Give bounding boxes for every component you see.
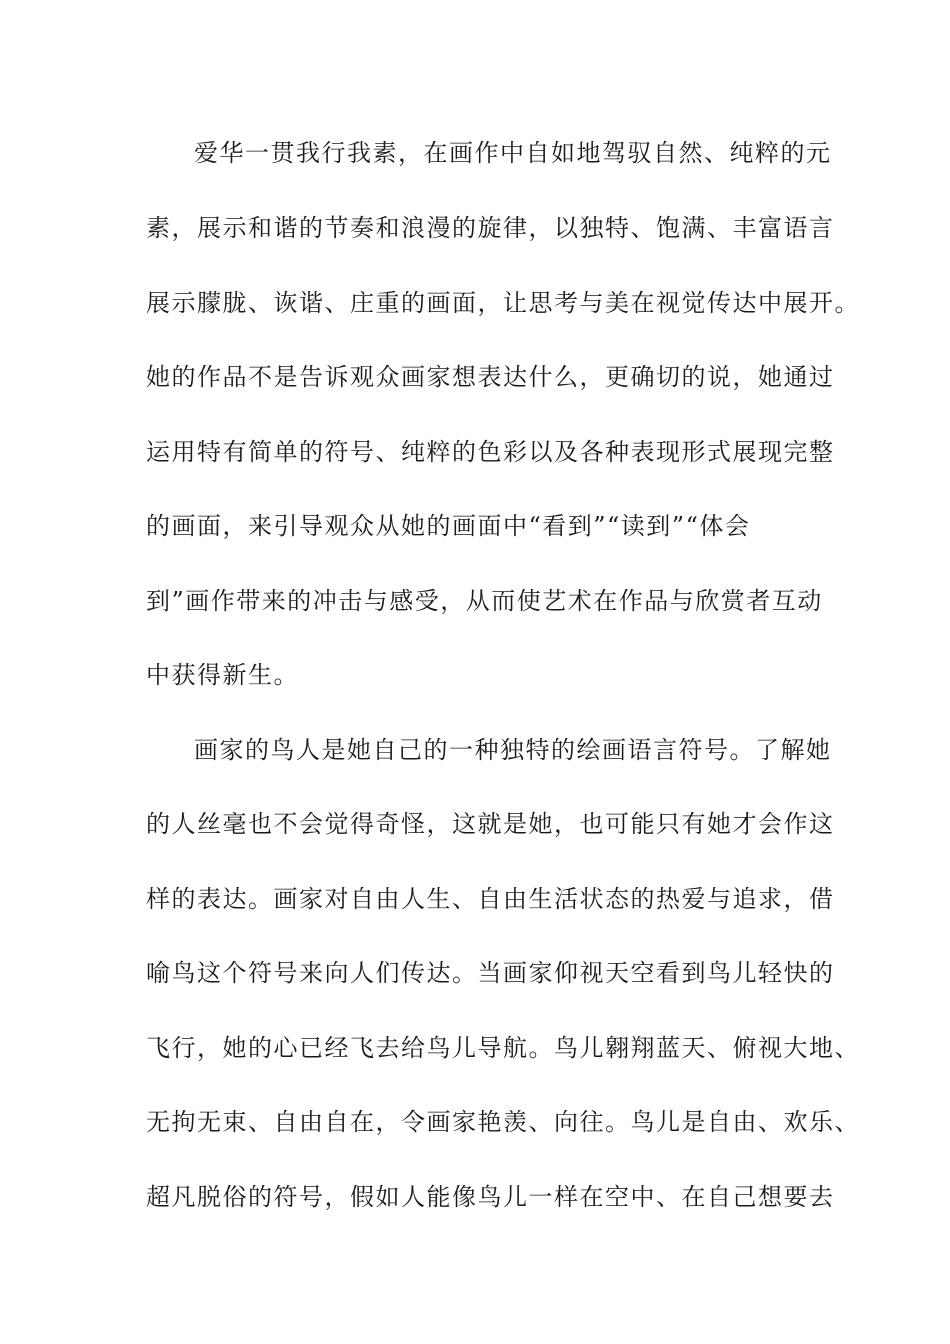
paragraph-line: 样的表达。画家对自由人生、自由生活状态的热爱与追求，借 [146,885,835,913]
paragraph-line: 她的作品不是告诉观众画家想表达什么，更确切的说，她通过 [146,363,835,391]
paragraph-line: 飞行，她的心已经飞去给鸟儿导航。鸟儿翱翔蓝天、俯视大地、 [146,1034,860,1062]
paragraph-line: 运用特有简单的符号、纯粹的色彩以及各种表现形式展现完整 [146,438,835,466]
paragraph-line: 的画面，来引导观众从她的画面中“看到”“读到”“体会 [146,512,751,540]
paragraph-line: 的人丝毫也不会觉得奇怪，这就是她，也可能只有她才会作这 [146,810,835,838]
paragraph-line: 喻鸟这个符号来向人们传达。当画家仰视天空看到鸟儿轻快的 [146,959,835,987]
paragraph-line: 到”画作带来的冲击与感受，从而使艺术在作品与欣赏者互动 [146,587,823,615]
paragraph-line: 爱华一贯我行我素，在画作中自如地驾驭自然、纯粹的元 [194,139,832,167]
paragraph-line: 素，展示和谐的节奏和浪漫的旋律，以独特、饱满、丰富语言 [146,214,835,242]
paragraph-line: 无拘无束、自由自在，令画家艳羡、向往。鸟儿是自由、欢乐、 [146,1108,860,1136]
paragraph-line: 展示朦胧、诙谐、庄重的画面，让思考与美在视觉传达中展开。 [146,289,860,317]
paragraph-line: 超凡脱俗的符号，假如人能像鸟儿一样在空中、在自己想要去 [146,1183,835,1211]
paragraph-line: 画家的鸟人是她自己的一种独特的绘画语言符号。了解她 [194,736,832,764]
paragraph-line: 中获得新生。 [146,661,299,689]
